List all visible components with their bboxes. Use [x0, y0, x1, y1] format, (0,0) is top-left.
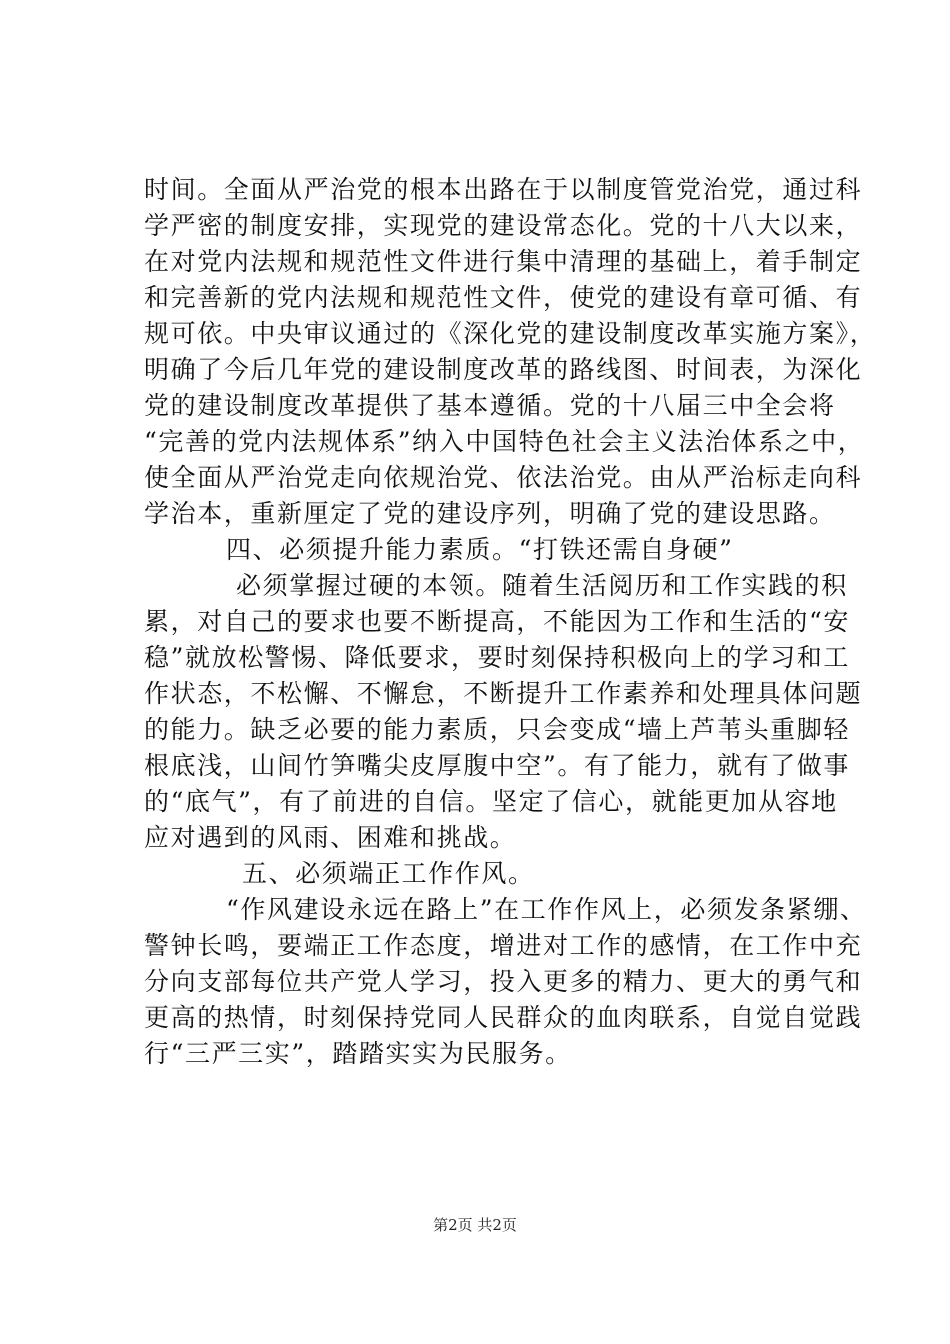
text-line: “作风建设永远在路上”在工作作风上，必须发条紧绷、 — [226, 895, 867, 924]
text-line: 必须掌握过硬的本领。随着生活阅历和工作实践的积 — [236, 571, 848, 600]
text-line: 和完善新的党内法规和规范性文件，使党的建设有章可循、有 — [144, 283, 863, 312]
text-line: 分向支部每位共产党人学习，投入更多的精力、更大的勇气和 — [144, 967, 863, 996]
text-line: 学严密的制度安排，实现党的建设常态化。党的十八大以来， — [144, 211, 863, 240]
text-line: 时间。全面从严治党的根本出路在于以制度管党治党，通过科 — [144, 175, 863, 204]
text-line: 行“三严三实”，踏踏实实为民服务。 — [144, 1039, 572, 1068]
text-line: “完善的党内法规体系”纳入中国特色社会主义法治体系之中， — [144, 427, 865, 456]
section-heading: 五、必须端正工作作风。 — [242, 859, 535, 888]
text-line: 规可依。中央审议通过的《深化党的建设制度改革实施方案》， — [144, 319, 877, 348]
text-line: 累，对自己的要求也要不断提高，不能因为工作和生活的“安 — [144, 607, 850, 636]
text-line: 明确了今后几年党的建设制度改革的路线图、时间表，为深化 — [144, 355, 863, 384]
section-heading: 四、必须提升能力素质。“打铁还需自身硬” — [226, 535, 734, 564]
text-line: 更高的热情，时刻保持党同人民群众的血肉联系，自觉自觉践 — [144, 1003, 863, 1032]
text-line: 党的建设制度改革提供了基本遵循。党的十八届三中全会将 — [144, 391, 836, 420]
text-line: 稳”就放松警惕、降低要求，要时刻保持积极向上的学习和工 — [144, 643, 850, 672]
document-body — [144, 172, 877, 1072]
text-line: 的“底气”，有了前进的自信。坚定了信心，就能更加从容地 — [144, 787, 838, 816]
text-line: 学治本，重新厘定了党的建设序列，明确了党的建设思路。 — [144, 499, 836, 528]
text-line: 作状态，不松懈、不懈怠，不断提升工作素养和处理具体问题 — [144, 679, 863, 708]
text-line: 应对遇到的风雨、困难和挑战。 — [144, 823, 517, 852]
page-number: 第2页 共2页 — [433, 1216, 517, 1234]
text-line: 使全面从严治党走向依规治党、依法治党。由从严治标走向科 — [144, 463, 863, 492]
text-line: 在对党内法规和规范性文件进行集中清理的基础上，着手制定 — [144, 247, 863, 276]
text-line: 警钟长鸣，要端正工作态度，增进对工作的感情，在工作中充 — [144, 931, 863, 960]
text-line: 根底浅，山间竹笋嘴尖皮厚腹中空”。有了能力，就有了做事 — [144, 751, 850, 780]
text-line: 的能力。缺乏必要的能力素质，只会变成“墙上芦苇头重脚轻 — [144, 715, 850, 744]
